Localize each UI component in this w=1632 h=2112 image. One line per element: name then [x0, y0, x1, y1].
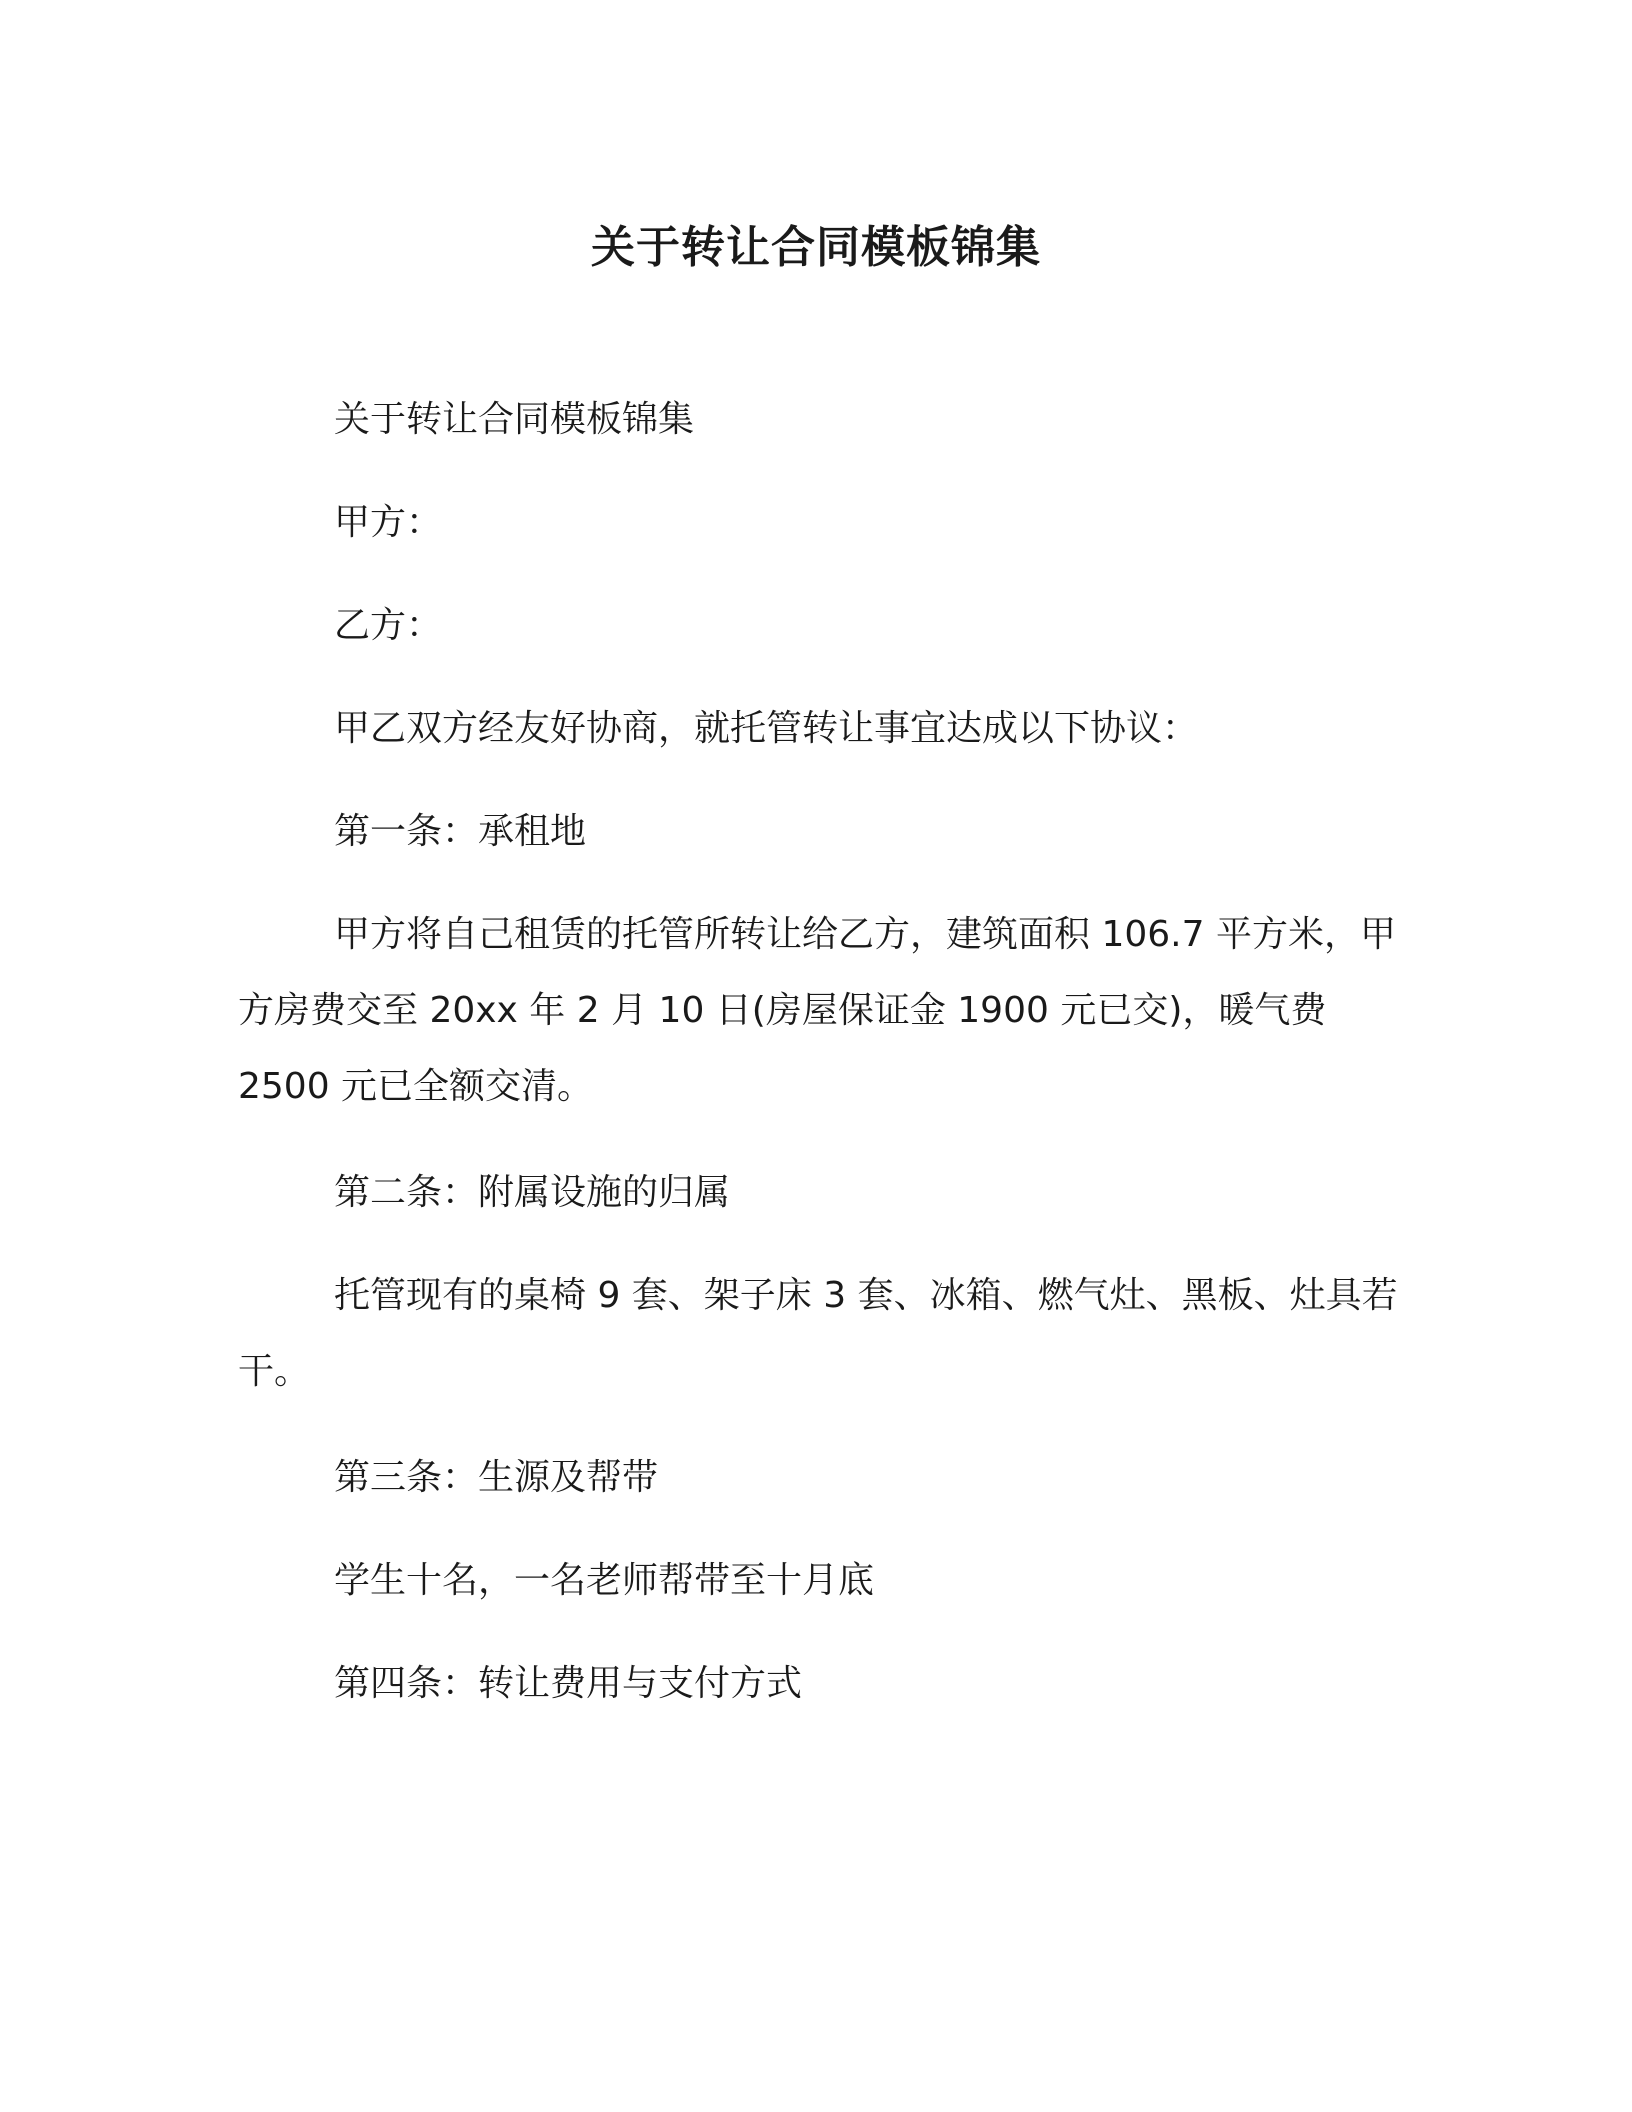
article-1-heading: 第一条：承租地 [334, 811, 587, 852]
party-a-line: 甲方： [334, 502, 443, 543]
article-2-body: 托管现有的桌椅 9 套、架子床 3 套、冰箱、燃气灶、黑板、灶具若干。 [238, 1275, 1398, 1392]
agreement-intro: 甲乙双方经友好协商，就托管转让事宜达成以下协议： [334, 708, 1199, 749]
article-4-heading: 第四条：转让费用与支付方式 [334, 1663, 803, 1704]
article-2-heading: 第二条：附属设施的归属 [334, 1172, 731, 1213]
article-3-body: 学生十名，一名老师帮带至十月底 [334, 1560, 875, 1601]
party-b-line: 乙方： [334, 605, 443, 646]
subtitle-paragraph: 关于转让合同模板锦集 [334, 399, 695, 440]
article-1-body: 甲方将自己租赁的托管所转让给乙方，建筑面积 106.7 平方米，甲方房费交至 20xx 年 2 月 10 日(房屋保证金 1900 元已交)，暖气费 2500 元已全额交清。 [238, 914, 1396, 1107]
document-title: 关于转让合同模板锦集 [591, 222, 1041, 273]
article-3-heading: 第三条：生源及帮带 [334, 1457, 659, 1498]
